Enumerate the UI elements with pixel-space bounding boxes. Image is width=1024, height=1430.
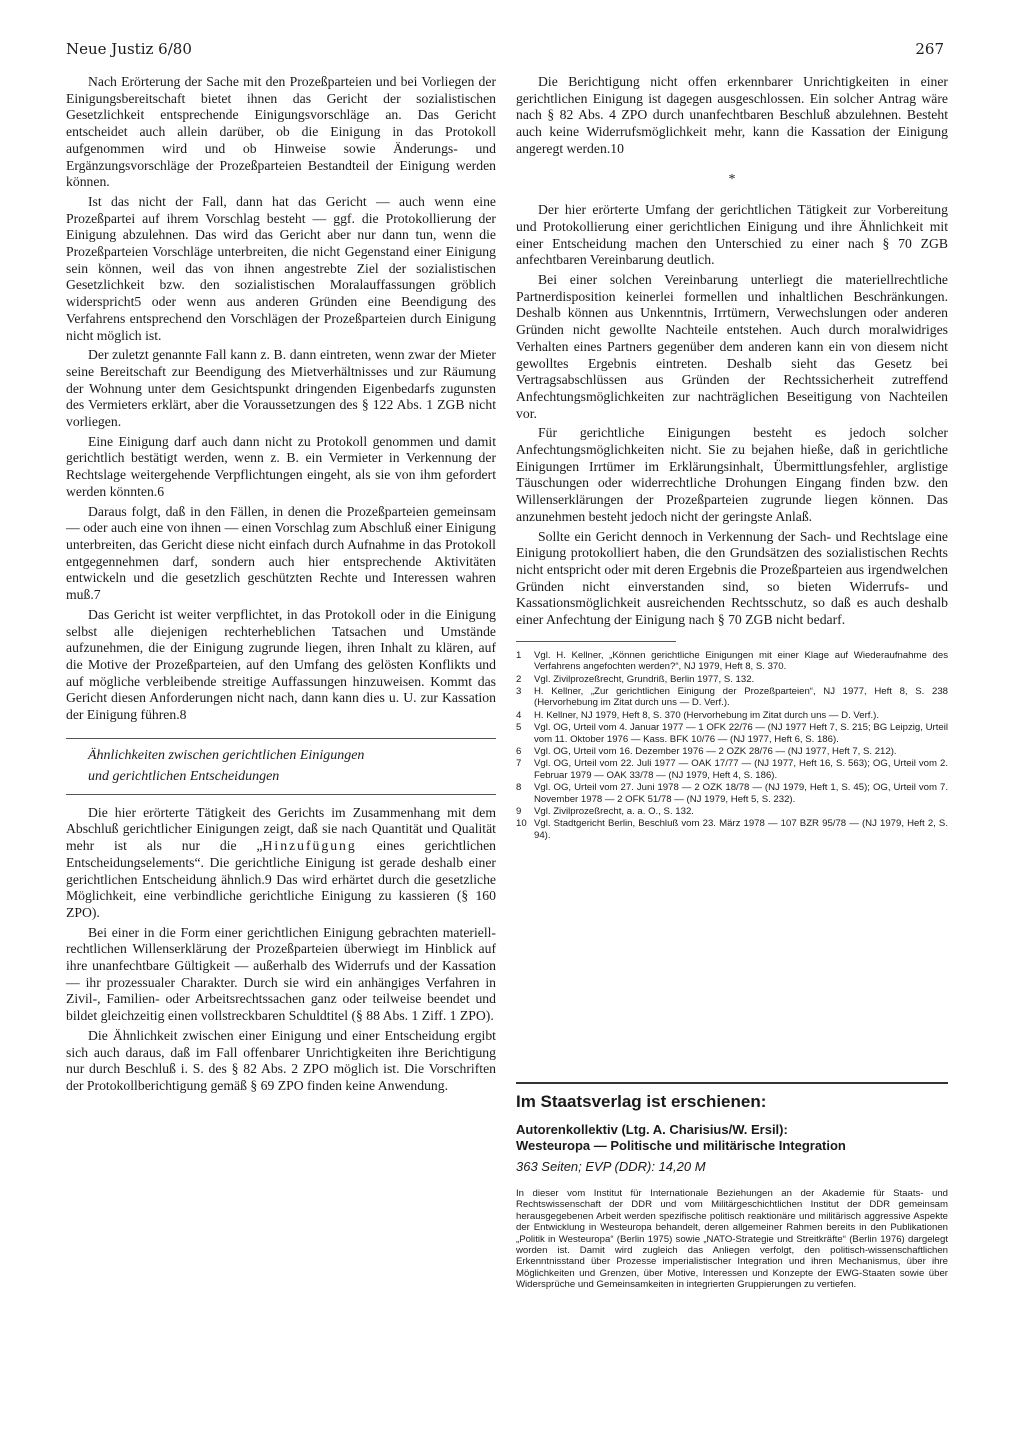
publication-heading: Im Staatsverlag ist erschienen: — [516, 1092, 767, 1111]
spaced-text: Hinzufügung — [262, 838, 357, 854]
journal-header: Neue Justiz 6/80 — [66, 40, 192, 58]
paragraph: Daraus folgt, daß in den Fällen, in denen die Prozeßparteien gemeinsam — oder auch eine von ihnen — einen Vorschlag zum Abschluß einer Einigung unterbreiten, das Gericht diese nicht einfach durch Aufnahme in das Protokoll entgegennehmen darf, sondern auch hier entsprechende Aktivitäten entwickeln und die gesetzlich geschützten Rechte und Interessen wahren muß.7 — [66, 503, 496, 603]
paragraph: Der hier erörterte Umfang der gerichtlichen Tätigkeit zur Vorbereitung und Protokollierung einer gerichtlichen Einigung und ihre Ähnlichkeit mit einer Entscheidung machen den Unterschied zu einer nach § 70 ZGB anfechtbaren Vereinbarung deutlich. — [516, 202, 948, 268]
paragraph: Das Gericht ist weiter verpflichtet, in das Protokoll oder in die Einigung selbst alle diejenigen rechterheblichen Tatsachen und Umstände aufzunehmen, die der Einigung zugrunde liegen, ihren Inhalt zu klären, auf die Motive der Prozeßparteien, auf den Umfang des gelösten Konflikts und auf mögliche verbleibende streitige Auffassungen hinzuweisen. Kommt das Gericht diesen Anforderungen nicht nach, dann kann dies u. U. zur Kassation der Einigung führen.8 — [66, 606, 496, 723]
paragraph: Sollte ein Gericht dennoch in Verkennung der Sach- und Rechtslage eine Einigung protokolliert haben, die den Grundsätzen des sozialistischen Rechts nicht entspricht oder mit deren Ergebnis die Prozeßparteien aus irgendwelchen Gründen nicht einverstanden sind, so bieten Widerrufs- und Kassationsmöglichkeit ausreichenden Rechtsschutz, so daß es auch deshalb einer Anfechtung der Einigung nach § 70 ZGB nicht bedarf. — [516, 528, 948, 628]
footnote-text: H. Kellner, NJ 1979, Heft 8, S. 370 (Hervorhebung im Zitat durch uns — D. Verf.). — [534, 709, 879, 721]
publication-title: Westeuropa — Politische und militärische Integration — [516, 1138, 846, 1153]
footnote — [516, 722, 948, 745]
paragraph: Bei einer in die Form einer gerichtlichen Einigung gebrachten materiell-rechtlichen Willenserklärung der Prozeßparteien überwiegt im Hinblick auf ihre unanfechtbare Gültigkeit — außerhalb des Widerrufs und der Kassation — ihr prozessualer Charakter. Durch sie wird ein anhängiges Verfahren in Zivil-, Familien- oder Arbeitsrechtssachen ganz oder teilweise beendet und bildet gleichzeitig einen vollstreckbaren Schuldtitel (§ 88 Abs. 1 Ziff. 1 ZPO). — [66, 924, 496, 1024]
footnote — [516, 818, 948, 841]
footnote-text: Vgl. Zivilprozeßrecht, a. a. O., S. 132. — [534, 806, 694, 818]
footnote-rule — [516, 641, 676, 642]
footnote — [516, 758, 948, 781]
footnote-text: Vgl. OG, Urteil vom 27. Juni 1978 — 2 OZK 18/78 — (NJ 1979, Heft 1, S. 45); OG, Urteil vom 7. November 1978 — 2 OFK 51/78 — (NJ 1979, Heft 5, S. 232). — [534, 782, 948, 805]
footnote-number: 5 — [516, 722, 522, 734]
publication-authors: Autorenkollektiv (Ltg. A. Charisius/W. Ersil): — [516, 1122, 788, 1137]
left-column — [66, 74, 496, 1098]
paragraph — [66, 805, 496, 922]
page-number: 267 — [915, 40, 944, 58]
paragraph: Der zuletzt genannte Fall kann z. B. dann eintreten, wenn zwar der Mieter seine Bereitschaft zur Beendigung des Mietverhältnisses und zur Räumung der Wohnung unter dem Gesichtspunkt dringenden Eigenbedarfs zugunsten des Vermieters erklärt, aber die Voraussetzungen des § 122 Abs. 1 ZGB nicht vorliegen. — [66, 347, 496, 430]
paragraph: Ist das nicht der Fall, dann hat das Gericht — auch wenn eine Prozeßpartei auf ihrem Vorschlag besteht — ggf. die Protokollierung der Einigung abzulehnen. Das wird das Gericht aber nur dann tun, wenn die Prozeßparteien Vorschläge unterbreiten, die nicht Gegenstand einer Einigung sein können, weil das von ihnen angestrebte Ziel der sozialistischen Gesetzlichkeit bzw. den sozialistischen Moralauffassungen gröblich widerspricht5 oder wenn aus anderen Gründen eine Beendigung des Verfahrens entsprechend den Vorschlägen der Prozeßparteien durch Einigung nicht möglich ist. — [66, 193, 496, 343]
footnote — [516, 710, 948, 721]
left-paragraphs-after — [66, 925, 496, 1095]
footnote-text: Vgl. H. Kellner, „Können gerichtliche Einigungen mit einer Klage auf Wiederaufnahme des Verfahrens angefochten werden?“, NJ 1979, Heft 8, S. 370. — [534, 649, 948, 673]
section-heading-line1: Ähnlichkeiten zwischen gerichtlichen Einigungen — [88, 747, 365, 763]
footnote-number: 1 — [516, 649, 522, 661]
footnote — [516, 746, 948, 757]
footnote-number: 2 — [516, 673, 522, 685]
footnote — [516, 782, 948, 805]
footnote — [516, 806, 948, 817]
footnote-number: 8 — [516, 782, 522, 794]
footnote-number: 6 — [516, 746, 522, 758]
right-paragraphs-before — [516, 74, 948, 158]
footnote-number: 4 — [516, 709, 522, 721]
paragraph: Eine Einigung darf auch dann nicht zu Protokoll genommen und damit gerichtlich bestätigt werden, wenn z. B. ein Vermieter in Verkennung der Rechtslage weitergehende Verpflichtungen eingeht, als sie von ihm gefordert werden könnten.6 — [66, 433, 496, 499]
footnote-text: Vgl. OG, Urteil vom 4. Januar 1977 — 1 OFK 22/76 — (NJ 1977 Heft 7, S. 215; BG Leipzig, Urteil vom 11. Oktober 1976 — Kass. BFK 10/76 — (NJ 1977, Heft 6, S. 186). — [534, 722, 948, 745]
paragraph: Die Berichtigung nicht offen erkennbarer Unrichtigkeiten in einer gerichtlichen Einigung ist dagegen ausgeschlossen. Ein solcher Antrag wäre nach § 82 Abs. 4 ZPO durch unanfechtbaren Beschluß abzulehnen. Besteht auch keine Widerrufsmöglichkeit mehr, kann die Kassation der Einigung angeregt werden.10 — [516, 74, 948, 156]
footnote-text: H. Kellner, „Zur gerichtlichen Einigung der Prozeßparteien“, NJ 1977, Heft 8, S. 238 (Hervorhebung im Zitat durch uns — D. Verf.). — [534, 686, 948, 709]
footnote — [516, 650, 948, 673]
footnote-number: 3 — [516, 686, 522, 698]
paragraph: Die Ähnlichkeit zwischen einer Einigung und einer Entscheidung ergibt sich auch daraus, daß im Fall offenbarer Unrichtigkeiten ihre Berichtigung nur durch Beschluß i. S. des § 82 Abs. 2 ZPO möglich ist. Die Vorschriften der Protokollberichtigung gemäß § 69 ZPO finden keine Anwendung. — [66, 1027, 496, 1093]
section-separator: * — [728, 171, 736, 187]
footnote — [516, 686, 948, 709]
section-rule-top — [66, 738, 496, 739]
publication-notice — [516, 1082, 948, 1291]
footnote-number: 7 — [516, 758, 522, 770]
left-paragraphs-before — [66, 74, 496, 724]
paragraph: Nach Erörterung der Sache mit den Prozeßparteien und bei Vorliegen der Einigungsbereitschaft bietet ihnen das Gericht der sozialistischen Gesetzlichkeit entsprechende Einigungsvorschläge an. Das Gericht entscheidet auch allein darüber, ob die Einigung in das Protokoll aufgenommen wird und ob Hinweise sowie Änderungs- und Ergänzungsvorschläge der Prozeßparteien Bestandteil der Einigung werden können. — [66, 74, 496, 190]
publication-rule — [516, 1082, 948, 1084]
publication-description: In dieser vom Institut für Internationale Beziehungen an der Akademie für Staats- und Rechtswissenschaft der DDR und vom Militärgeschichtlichen Institut der DDR gemeinsam herausgegebenen Arbeit werden spezifische politisch reaktionäre und militärisch aggressive Aspekte der Entwicklung in Westeuropa behandelt, deren allgemeiner Rahmen bereits in den Publikationen „Politik in Westeuropa“ (Berlin 1975) sowie „NATO-Strategie und Streitkräfte“ (Berlin 1976) dargelegt worden ist. Damit wird zugleich das Anliegen verfolgt, den politisch-wissenschaftlichen Erkenntnisstand über Prozesse imperialistischer Integration und ihren Mechanismus, über ihre Möglichkeiten und Grenzen, über Motive, Interessen und Konzepte der EWG-Staaten sowie über Widersprüche und Gemeinsamkeiten in integrierten Gruppierungen zu vertiefen. — [516, 1188, 948, 1291]
footnotes — [516, 650, 948, 842]
footnote-text: Vgl. Stadtgericht Berlin, Beschluß vom 23. März 1978 — 107 BZR 95/78 — (NJ 1979, Heft 2, S. 94). — [534, 818, 948, 841]
right-paragraphs-after — [516, 202, 948, 629]
section-heading-line2: und gerichtlichen Entscheidungen — [88, 768, 280, 784]
paragraph: Bei einer solchen Vereinbarung unterliegt die materiellrechtliche Partnerdisposition keinerlei formellen und inhaltlichen Beschränkungen. Deshalb können aus Unkenntnis, Irrtümern, Verwechslungen oder anderen Gründen nicht gewollte Nachteile entstehen. Auch durch moralwidriges Verhalten eines Partners gegenüber dem anderen kann ein von diesem nicht gewolltes Ergebnis eintreten. Deshalb sieht das Gesetz bei Vertragsabschlüssen aus Gründen der Rechtssicherheit zutreffend Anfechtungsmöglichkeiten zur nachträglichen Beseitigung von Nachteilen vor. — [516, 272, 948, 421]
footnote-number: 9 — [516, 806, 522, 818]
text-run: eines gerichtlichen Entscheidungselements“. Die gerichtliche Einigung ist gerade deshalb einer gerichtlichen Entscheidung ähnlich.9 Das wird erhärtet durch die gesetzliche Möglichkeit, eine verbindliche gerichtliche Einigung zu kassieren (§ 160 ZPO). — [66, 838, 496, 920]
footnote-number: 10 — [516, 818, 527, 830]
footnote — [516, 674, 948, 685]
footnote-text: Vgl. OG, Urteil vom 22. Juli 1977 — OAK 17/77 — (NJ 1977, Heft 16, S. 563); OG, Urteil vom 2. Februar 1979 — OAK 33/78 — (NJ 1979, Heft 4, S. 186). — [534, 758, 948, 781]
publication-meta: 363 Seiten; EVP (DDR): 14,20 M — [516, 1159, 706, 1174]
right-column — [516, 74, 948, 842]
paragraph: Für gerichtliche Einigungen besteht es jedoch solcher Anfechtungsmöglichkeiten nicht. Sie zu bejahen hieße, daß in gerichtliche Einigungen Irrtümer im Erklärungsinhalt, Übermittlungsfehler, arglistige Täuschungen oder widerrechtliche Drohungen Eingang finden bzw. den Willenserklärungen der Prozeßparteien zugrunde liegen können. Das anzunehmen besteht jedoch nicht der geringste Anlaß. — [516, 425, 948, 524]
footnote-text: Vgl. OG, Urteil vom 16. Dezember 1976 — 2 OZK 28/76 — (NJ 1977, Heft 7, S. 212). — [534, 746, 897, 758]
footnote-text: Vgl. Zivilprozeßrecht, Grundriß, Berlin 1977, S. 132. — [534, 673, 755, 685]
text-run: Die hier erörterte Tätigkeit des Gerichts im Zusammenhang mit dem Abschluß gerichtlicher Einigungen zeigt, daß sie nach Quantität und Qualität mehr ist als nur die „ — [66, 804, 496, 854]
section-rule-bottom — [66, 794, 496, 795]
